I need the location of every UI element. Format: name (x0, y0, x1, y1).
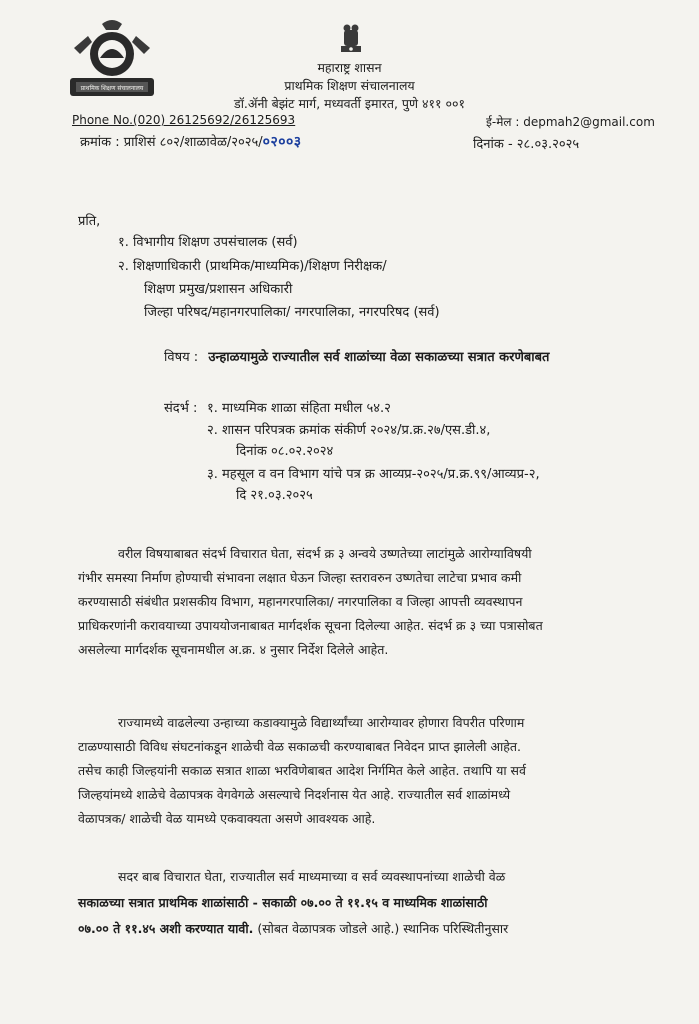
subject-line (164, 347, 549, 365)
para2-line1: राज्यामध्ये वाढलेल्या उन्हाच्या कडाक्यामुळे विद्यार्थ्यांच्या आरोग्यावर होणारा विपरीत परिणाम (118, 715, 525, 730)
reference-2-date: दिनांक ०८.०२.२०२४ (236, 444, 334, 459)
recipient-line-1: १. विभागीय शिक्षण उपसंचालक (सर्व) (118, 235, 298, 250)
para3-line3-bold: ०७.०० ते ११.४५ अशी करण्यात यावी. (78, 921, 254, 936)
para1-line2: गंभीर समस्या निर्माण होण्याची संभावना लक्षात घेऊन जिल्हा स्तरावरुन उष्णतेचा लाटेचा प्रभाव कमी (78, 570, 522, 585)
reference-2: २. शासन परिपत्रक क्रमांक संकीर्ण २०२४/प्र.क्र.२७/एस.डी.४, (207, 423, 491, 438)
reference-number-stamp: ०२००३ (262, 134, 302, 150)
reference-3: ३. महसूल व वन विभाग यांचे पत्र क्र आव्यप्र-२०२५/प्र.क्र.९९/आव्यप्र-२, (207, 467, 540, 482)
para1-line3: करण्यासाठी संबंधीत प्रशसकीय विभाग, महानगरपालिका/ नगरपालिका व जिल्हा आपत्ती व्यवस्थापन (78, 594, 523, 609)
para2-line5: वेळापत्रक/ शाळेची वेळ यामध्ये एकवाक्यता असणे आवश्यक आहे. (78, 811, 376, 826)
ashoka-emblem-icon (338, 22, 364, 54)
reference-number (80, 132, 302, 151)
para2-line3: तसेच काही जिल्हयांनी सकाळ सत्रात शाळा भरविणेबाबत आदेश निर्गमित केले आहेत. तथापि या सर्व (78, 763, 526, 778)
reference-number-text: क्रमांक : प्राशिसं ८०२/शाळावेळ/२०२५/ (80, 135, 263, 150)
para3-line2: सकाळच्या सत्रात प्राथमिक शाळांसाठी - सकाळी ०७.०० ते ११.१५ व माध्यमिक शाळांसाठी (78, 895, 488, 910)
para1-line5: असलेल्या मार्गदर्शक सूचनामधील अ.क्र. ४ नुसार निर्देश दिलेले आहेत. (78, 642, 389, 657)
phone-number: Phone No.(020) 26125692/26125693 (72, 113, 296, 127)
para3-line3-rest: (सोबत वेळापत्रक जोडले आहे.) स्थानिक परिस्थितीनुसार (253, 921, 509, 936)
para2-line4: जिल्हयांमध्ये शाळेचे वेळापत्रक वेगवेगळे असल्याचे निदर्शनास येत आहे. राज्यातील सर्व शाळांमध्ये (78, 787, 511, 802)
logo-banner-text: प्राथमिक शिक्षण संचालनालय (80, 85, 144, 92)
recipient-line-2: २. शिक्षणाधिकारी (प्राथमिक/माध्यमिक)/शिक्षण निरीक्षक/ (118, 259, 387, 274)
reference-3-date: दि २१.०३.२०२५ (236, 488, 313, 503)
recipient-prati: प्रति, (78, 214, 101, 229)
letter-date: दिनांक - २८.०३.२०२५ (473, 137, 580, 152)
references-label: संदर्भ : (164, 401, 198, 416)
para3-line3 (78, 920, 508, 937)
para2-line2: टाळण्यासाठी विविध संघटनांकडून शाळेची वेळ सकाळची करण्याबाबत निवेदन प्राप्त झालेली आहेत. (78, 739, 521, 754)
subject-label: विषय : (164, 350, 199, 365)
recipient-line-3: शिक्षण प्रमुख/प्रशासन अधिकारी (144, 282, 293, 297)
directorate-name: प्राथमिक शिक्षण संचालनालय (284, 78, 415, 93)
recipient-line-4: जिल्हा परिषद/महानगरपालिका/ नगरपालिका, नगरपरिषद (सर्व) (144, 305, 440, 320)
para3-line1: सदर बाब विचारात घेता, राज्यातील सर्व माध्यमाच्या व सर्व व्यवस्थापनांच्या शाळेची वेळ (118, 869, 506, 884)
subject-text: उन्हाळयामुळे राज्यातील सर्व शाळांच्या वेळा सकाळच्या सत्रात करणेबाबत (208, 350, 550, 365)
government-name: महाराष्ट्र शासन (317, 60, 382, 75)
para1-line4: प्राधिकरणांनी करावयाच्या उपाययोजनाबाबत मार्गदर्शक सूचना दिलेल्या आहेत. संदर्भ क्र ३ च्या पत्रासोबत (78, 618, 543, 633)
reference-1: १. माध्यमिक शाळा संहिता मधील ५४.२ (207, 401, 391, 416)
email-address: ई-मेल : depmah2@gmail.com (486, 115, 655, 129)
directorate-address: डॉ.ॲनी बेझंट मार्ग, मध्यवर्ती इमारत, पुणे ४११ ००१ (234, 96, 465, 111)
para1-line1: वरील विषयाबाबत संदर्भ विचारात घेता, संदर्भ क्र ३ अन्वये उष्णतेच्या लाटांमुळे आरोग्याविषयी (118, 546, 532, 561)
